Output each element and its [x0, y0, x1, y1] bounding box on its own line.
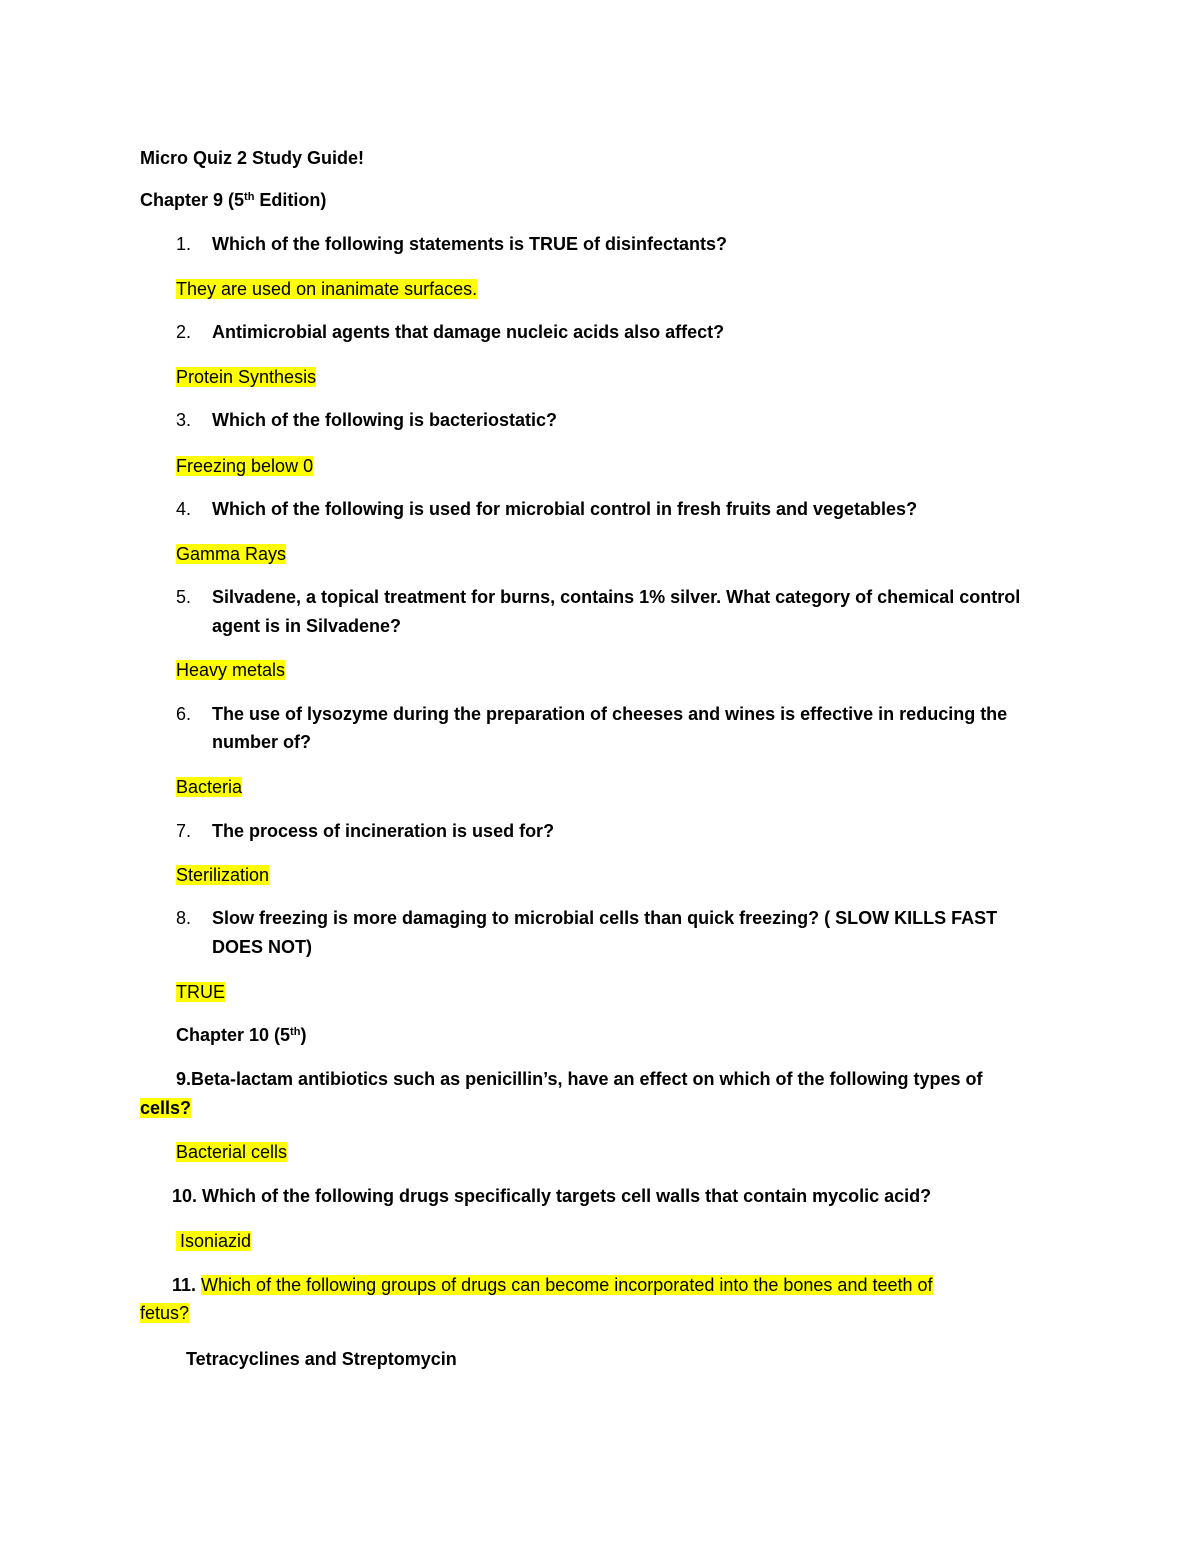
- answer-highlight: Heavy metals: [176, 660, 286, 680]
- chapter-9-superscript: th: [244, 191, 255, 203]
- question-7: [176, 819, 554, 843]
- question-4: [176, 497, 917, 521]
- answer-highlight: Bacterial cells: [176, 1142, 288, 1162]
- question-number: 11.: [172, 1275, 197, 1295]
- chapter-9-prefix: Chapter 9 (5: [140, 190, 245, 210]
- question-9-continued: [140, 1096, 191, 1120]
- question-5-continued: agent is in Silvadene?: [212, 616, 402, 636]
- question-text: The use of lysozyme during the preparation of cheeses and wines is effective in reducing the: [212, 704, 1008, 724]
- answer-7: [176, 863, 269, 887]
- question-text: Antimicrobial agents that damage nucleic acids also affect?: [212, 322, 725, 342]
- answer-8: [176, 980, 225, 1004]
- answer-highlight: They are used on inanimate surfaces.: [176, 279, 478, 299]
- answer-10: [176, 1229, 251, 1253]
- answer-11: Tetracyclines and Streptomycin: [186, 1349, 457, 1369]
- question-text: Silvadene, a topical treatment for burns, contains 1% silver. What category of chemical control: [212, 587, 1021, 607]
- question-text: Slow freezing is more damaging to microbial cells than quick freezing? ( SLOW KILLS FAST: [212, 908, 998, 928]
- answer-highlight: Gamma Rays: [176, 544, 287, 564]
- question-number: 2.: [176, 322, 192, 342]
- question-9: 9.Beta-lactam antibiotics such as penicillin’s, have an effect on which of the following types of: [176, 1069, 983, 1089]
- question-text: Which of the following groups of drugs can become incorporated into the bones and teeth of: [201, 1275, 933, 1295]
- question-11-continued: [140, 1301, 189, 1325]
- answer-highlight: Bacteria: [176, 777, 243, 797]
- question-1: [176, 232, 727, 256]
- answer-highlight: Protein Synthesis: [176, 367, 317, 387]
- question-number: 7.: [176, 821, 192, 841]
- question-text: Which of the following statements is TRUE of disinfectants?: [212, 234, 728, 254]
- answer-highlight: TRUE: [176, 982, 225, 1002]
- question-number: 1.: [176, 234, 192, 254]
- question-2: [176, 320, 724, 344]
- question-6: [176, 702, 1007, 726]
- chapter-10-prefix: Chapter 10 (5: [176, 1025, 291, 1045]
- question-8: [176, 906, 997, 930]
- answer-2: [176, 365, 316, 389]
- chapter-9-suffix: Edition): [254, 190, 327, 210]
- answer-highlight: cells?: [140, 1098, 192, 1118]
- question-number: 5.: [176, 587, 192, 607]
- answer-5: [176, 658, 285, 682]
- answer-4: [176, 542, 286, 566]
- question-number: 3.: [176, 410, 192, 430]
- question-number: 6.: [176, 704, 192, 724]
- question-3: [176, 408, 557, 432]
- answer-highlight: fetus?: [140, 1303, 190, 1323]
- question-text: Which of the following is used for microbial control in fresh fruits and vegetables?: [212, 499, 918, 519]
- document-title: Micro Quiz 2 Study Guide!: [140, 148, 365, 168]
- question-11: [172, 1273, 933, 1297]
- answer-9: [176, 1140, 287, 1164]
- answer-1: [176, 277, 477, 301]
- chapter-9-heading: [140, 188, 326, 212]
- chapter-10-superscript: th: [290, 1026, 301, 1038]
- question-5: [176, 585, 1020, 609]
- answer-highlight: Sterilization: [176, 865, 270, 885]
- answer-highlight: Freezing below 0: [176, 456, 314, 476]
- answer-6: [176, 775, 242, 799]
- question-text: The process of incineration is used for?: [212, 821, 555, 841]
- question-6-continued: number of?: [212, 732, 311, 752]
- chapter-10-heading: [176, 1023, 306, 1047]
- question-number: 8.: [176, 908, 192, 928]
- answer-highlight: Isoniazid: [176, 1231, 251, 1251]
- question-text: Which of the following is bacteriostatic?: [212, 410, 558, 430]
- question-8-continued: DOES NOT): [212, 937, 313, 957]
- answer-3: [176, 454, 313, 478]
- question-number: 4.: [176, 499, 192, 519]
- question-10: 10. Which of the following drugs specifically targets cell walls that contain mycolic acid?: [172, 1186, 932, 1206]
- chapter-10-suffix: ): [300, 1025, 307, 1045]
